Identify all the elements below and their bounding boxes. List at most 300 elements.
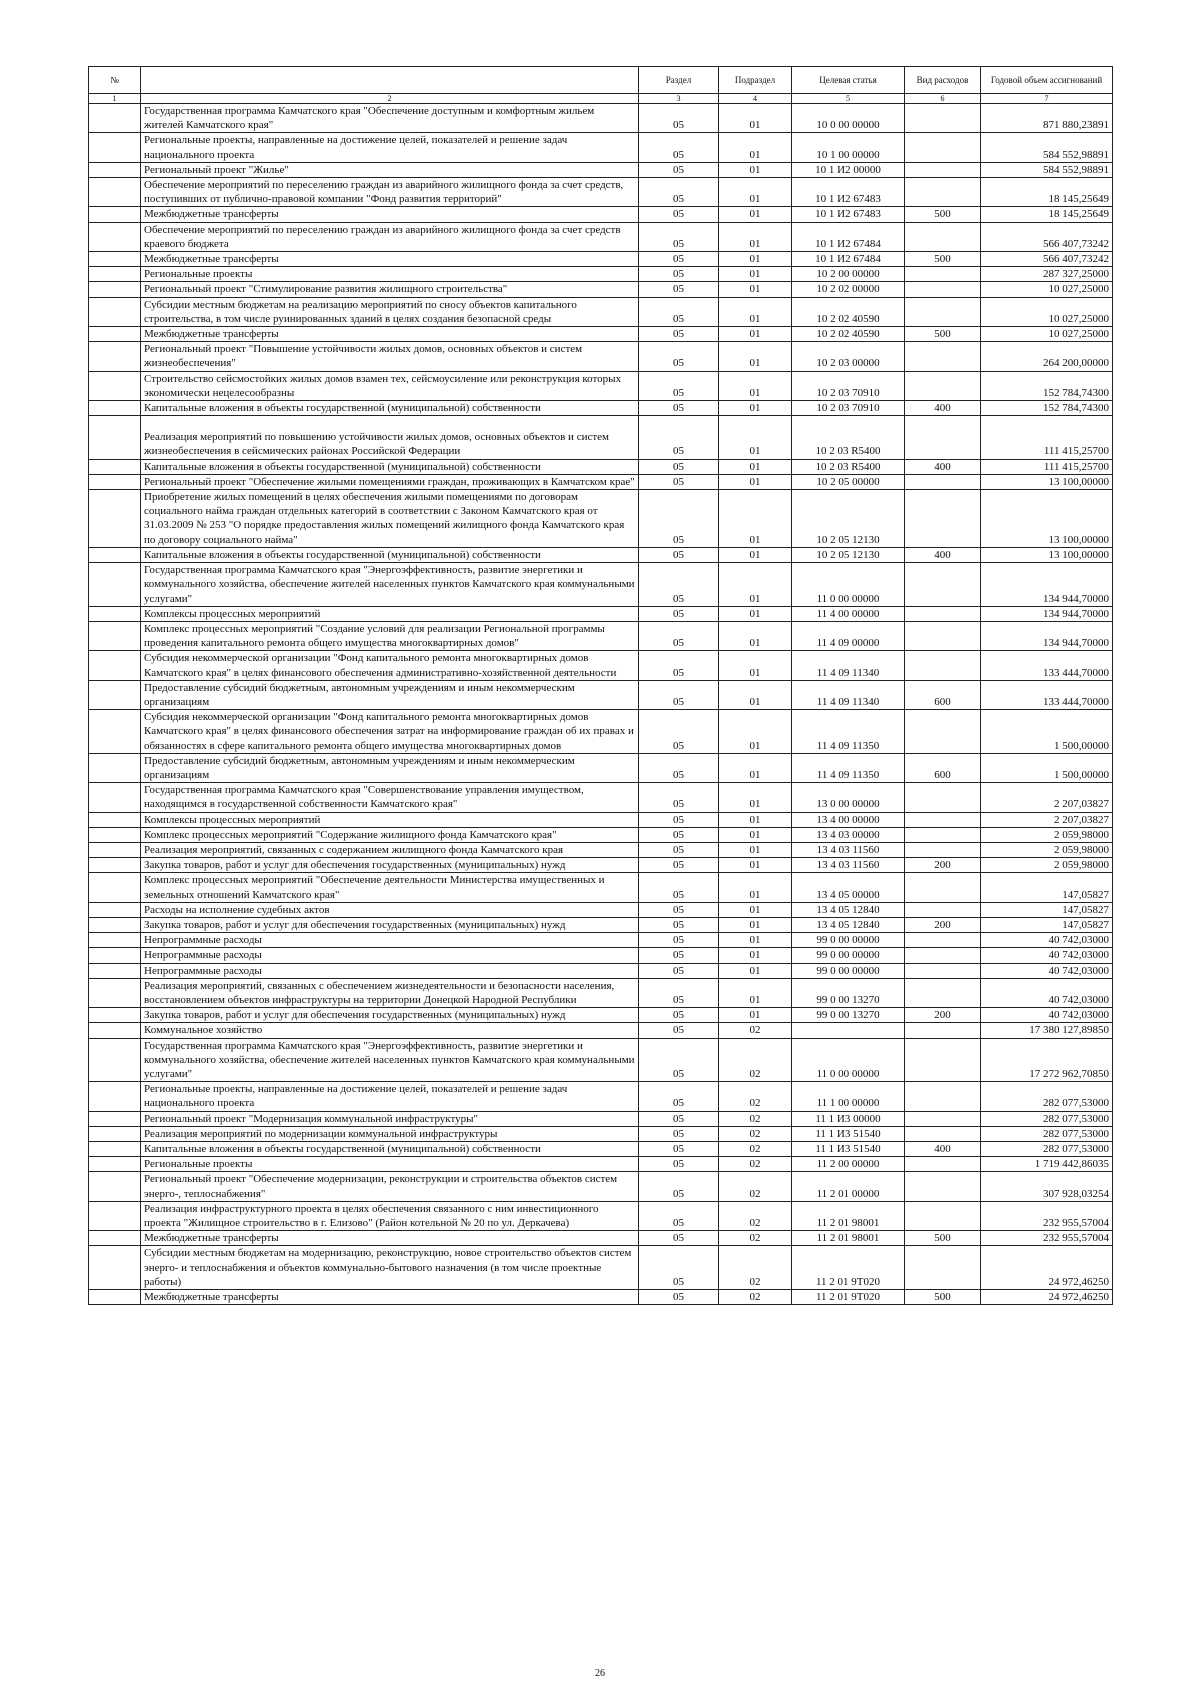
table-row [89, 1038, 1113, 1082]
cell-name: Региональный проект "Повышение устойчивости жилых домов, основных объектов и систем жизнеобеспечения" [141, 342, 639, 371]
cell-num [89, 162, 141, 177]
cell-razdel: 05 [639, 1157, 719, 1172]
cell-razdel: 05 [639, 474, 719, 489]
table-row [89, 1290, 1113, 1305]
cell-podrazdel: 02 [719, 1246, 792, 1290]
table-row [89, 327, 1113, 342]
cell-num [89, 104, 141, 133]
cell-summa: 152 784,74300 [981, 401, 1113, 416]
cell-celevaya: 13 4 03 11560 [792, 842, 905, 857]
table-row [89, 490, 1113, 548]
cell-num [89, 651, 141, 680]
cell-podrazdel: 01 [719, 858, 792, 873]
cell-razdel: 05 [639, 342, 719, 371]
cell-name: Межбюджетные трансферты [141, 207, 639, 222]
cell-num [89, 873, 141, 902]
cell-num [89, 547, 141, 562]
cell-celevaya: 13 4 05 12840 [792, 917, 905, 932]
table-row [89, 621, 1113, 650]
cell-name: Государственная программа Камчатского края "Совершенствование управления имуществом, находящимся в государственной собственности Камчатского края" [141, 783, 639, 812]
cell-vid: 400 [905, 459, 981, 474]
cell-summa: 1 719 442,86035 [981, 1157, 1113, 1172]
cell-num [89, 474, 141, 489]
cell-vid [905, 1126, 981, 1141]
cell-celevaya: 99 0 00 13270 [792, 1008, 905, 1023]
cell-summa: 566 407,73242 [981, 222, 1113, 251]
cell-razdel: 05 [639, 207, 719, 222]
cell-celevaya: 10 2 03 R5400 [792, 416, 905, 459]
cell-num [89, 297, 141, 326]
cell-vid [905, 812, 981, 827]
table-row [89, 783, 1113, 812]
table-row [89, 342, 1113, 371]
cell-name: Закупка товаров, работ и услуг для обеспечения государственных (муниципальных) нужд [141, 917, 639, 932]
cell-podrazdel: 01 [719, 621, 792, 650]
cell-celevaya: 10 1 И2 00000 [792, 162, 905, 177]
cell-vid [905, 133, 981, 162]
cell-name: Предоставление субсидий бюджетным, автономным учреждениям и иным некоммерческим организациям [141, 753, 639, 782]
cell-name: Обеспечение мероприятий по переселению граждан из аварийного жилищного фонда за счет средств, поступивших от публично-правовой компании "Фонд развития территорий" [141, 178, 639, 207]
cell-razdel: 05 [639, 1023, 719, 1038]
cell-podrazdel: 01 [719, 474, 792, 489]
cell-summa: 40 742,03000 [981, 963, 1113, 978]
cell-num [89, 948, 141, 963]
table-row [89, 710, 1113, 754]
cell-num [89, 680, 141, 709]
page-number: 26 [595, 1668, 605, 1679]
cell-razdel: 05 [639, 948, 719, 963]
cell-vid [905, 873, 981, 902]
cell-vid [905, 621, 981, 650]
cell-celevaya: 13 4 00 00000 [792, 812, 905, 827]
cell-celevaya: 11 4 09 11340 [792, 680, 905, 709]
cell-vid [905, 1111, 981, 1126]
cell-celevaya: 11 2 01 98001 [792, 1231, 905, 1246]
cell-celevaya: 11 2 01 00000 [792, 1172, 905, 1201]
header-razdel: Раздел [639, 67, 719, 94]
cell-podrazdel: 01 [719, 162, 792, 177]
cell-summa: 40 742,03000 [981, 948, 1113, 963]
table-row [89, 948, 1113, 963]
cell-podrazdel: 01 [719, 978, 792, 1007]
cell-name: Закупка товаров, работ и услуг для обеспечения государственных (муниципальных) нужд [141, 858, 639, 873]
cell-summa: 584 552,98891 [981, 133, 1113, 162]
cell-name: Региональный проект "Жилье" [141, 162, 639, 177]
table-row [89, 1231, 1113, 1246]
cell-vid [905, 1082, 981, 1111]
cell-name: Реализация мероприятий по модернизации коммунальной инфраструктуры [141, 1126, 639, 1141]
cell-razdel: 05 [639, 267, 719, 282]
cell-num [89, 753, 141, 782]
table-row [89, 282, 1113, 297]
table-row [89, 842, 1113, 857]
cell-summa: 24 972,46250 [981, 1246, 1113, 1290]
table-row [89, 902, 1113, 917]
cell-celevaya: 99 0 00 00000 [792, 963, 905, 978]
cell-podrazdel: 01 [719, 207, 792, 222]
table-row [89, 547, 1113, 562]
cell-razdel: 05 [639, 327, 719, 342]
cell-celevaya: 11 2 01 9Т020 [792, 1246, 905, 1290]
cell-vid [905, 1023, 981, 1038]
cell-num [89, 1157, 141, 1172]
table-row [89, 1008, 1113, 1023]
cell-summa: 17 272 962,70850 [981, 1038, 1113, 1082]
cell-summa: 24 972,46250 [981, 1290, 1113, 1305]
table-row [89, 827, 1113, 842]
table-row [89, 459, 1113, 474]
cell-num [89, 933, 141, 948]
cell-razdel: 05 [639, 1126, 719, 1141]
cell-summa: 18 145,25649 [981, 178, 1113, 207]
cell-summa: 40 742,03000 [981, 933, 1113, 948]
cell-name: Комплексы процессных мероприятий [141, 606, 639, 621]
cell-name: Расходы на исполнение судебных актов [141, 902, 639, 917]
cell-summa: 133 444,70000 [981, 680, 1113, 709]
cell-celevaya: 11 1 И3 51540 [792, 1142, 905, 1157]
cell-vid [905, 490, 981, 548]
budget-table [88, 66, 1113, 1305]
table-row [89, 416, 1113, 459]
cell-razdel: 05 [639, 1246, 719, 1290]
cell-podrazdel: 02 [719, 1023, 792, 1038]
cell-podrazdel: 02 [719, 1038, 792, 1082]
cell-celevaya: 10 2 02 40590 [792, 327, 905, 342]
cell-num [89, 783, 141, 812]
cell-vid [905, 1038, 981, 1082]
cell-razdel: 05 [639, 783, 719, 812]
cell-podrazdel: 01 [719, 873, 792, 902]
cell-vid [905, 282, 981, 297]
cell-vid [905, 827, 981, 842]
table-row [89, 297, 1113, 326]
cell-celevaya: 11 2 01 9Т020 [792, 1290, 905, 1305]
cell-name: Региональный проект "Обеспечение жилыми помещениями граждан, проживающих в Камчатском крае" [141, 474, 639, 489]
table-row [89, 474, 1113, 489]
cell-summa: 13 100,00000 [981, 474, 1113, 489]
cell-vid: 500 [905, 252, 981, 267]
cell-num [89, 178, 141, 207]
cell-celevaya: 11 4 09 11340 [792, 651, 905, 680]
cell-num [89, 917, 141, 932]
cell-podrazdel: 01 [719, 459, 792, 474]
cell-summa: 18 145,25649 [981, 207, 1113, 222]
cell-num [89, 812, 141, 827]
cell-podrazdel: 01 [719, 252, 792, 267]
cell-vid [905, 1172, 981, 1201]
cell-num [89, 1126, 141, 1141]
cell-razdel: 05 [639, 178, 719, 207]
cell-podrazdel: 01 [719, 342, 792, 371]
cell-num [89, 902, 141, 917]
cell-celevaya: 11 1 И3 51540 [792, 1126, 905, 1141]
cell-summa: 17 380 127,89850 [981, 1023, 1113, 1038]
cell-summa: 13 100,00000 [981, 490, 1113, 548]
cell-name: Межбюджетные трансферты [141, 252, 639, 267]
cell-name: Государственная программа Камчатского края "Обеспечение доступным и комфортным жильем жителей Камчатского края" [141, 104, 639, 133]
cell-celevaya: 99 0 00 00000 [792, 933, 905, 948]
cell-name: Региональные проекты [141, 1157, 639, 1172]
cell-celevaya: 13 4 05 12840 [792, 902, 905, 917]
column-number: 1 [89, 94, 141, 104]
cell-name: Субсидия некоммерческой организации "Фонд капитального ремонта многоквартирных домов Камчатского края" в целях финансового обеспечения административно-хозяйственной деятельности [141, 651, 639, 680]
cell-num [89, 563, 141, 607]
cell-summa: 566 407,73242 [981, 252, 1113, 267]
cell-vid [905, 651, 981, 680]
cell-vid [905, 933, 981, 948]
cell-summa: 147,05827 [981, 873, 1113, 902]
cell-name: Капитальные вложения в объекты государственной (муниципальной) собственности [141, 1142, 639, 1157]
table-row [89, 858, 1113, 873]
cell-num [89, 490, 141, 548]
cell-num [89, 858, 141, 873]
cell-podrazdel: 02 [719, 1126, 792, 1141]
cell-podrazdel: 01 [719, 812, 792, 827]
cell-vid [905, 902, 981, 917]
cell-podrazdel: 01 [719, 753, 792, 782]
cell-celevaya: 13 4 03 11560 [792, 858, 905, 873]
table-row [89, 978, 1113, 1007]
cell-razdel: 05 [639, 827, 719, 842]
cell-num [89, 459, 141, 474]
column-number: 7 [981, 94, 1113, 104]
cell-vid [905, 783, 981, 812]
cell-summa: 40 742,03000 [981, 978, 1113, 1007]
header-podrazdel: Подраздел [719, 67, 792, 94]
cell-summa: 2 059,98000 [981, 827, 1113, 842]
cell-vid [905, 606, 981, 621]
cell-summa: 13 100,00000 [981, 547, 1113, 562]
cell-name: Региональный проект "Стимулирование развития жилищного строительства" [141, 282, 639, 297]
cell-num [89, 1201, 141, 1230]
cell-num [89, 207, 141, 222]
table-row [89, 606, 1113, 621]
cell-celevaya: 99 0 00 13270 [792, 978, 905, 1007]
cell-num [89, 327, 141, 342]
cell-name: Непрограммные расходы [141, 933, 639, 948]
cell-celevaya: 10 1 И2 67483 [792, 207, 905, 222]
cell-vid [905, 842, 981, 857]
cell-vid [905, 1201, 981, 1230]
cell-name: Реализация мероприятий, связанных с содержанием жилищного фонда Камчатского края [141, 842, 639, 857]
cell-celevaya: 10 2 03 00000 [792, 342, 905, 371]
cell-razdel: 05 [639, 563, 719, 607]
cell-razdel: 05 [639, 252, 719, 267]
cell-razdel: 05 [639, 858, 719, 873]
cell-celevaya: 99 0 00 00000 [792, 948, 905, 963]
cell-podrazdel: 01 [719, 490, 792, 548]
cell-podrazdel: 01 [719, 710, 792, 754]
cell-razdel: 05 [639, 917, 719, 932]
cell-summa: 282 077,53000 [981, 1082, 1113, 1111]
cell-razdel: 05 [639, 1008, 719, 1023]
cell-vid: 400 [905, 1142, 981, 1157]
cell-podrazdel: 02 [719, 1290, 792, 1305]
header-celevaya: Целевая статья [792, 67, 905, 94]
cell-podrazdel: 01 [719, 917, 792, 932]
table-row [89, 1172, 1113, 1201]
cell-razdel: 05 [639, 1201, 719, 1230]
cell-celevaya: 11 2 01 98001 [792, 1201, 905, 1230]
cell-celevaya: 11 1 00 00000 [792, 1082, 905, 1111]
cell-num [89, 978, 141, 1007]
table-row [89, 133, 1113, 162]
table-row [89, 651, 1113, 680]
cell-razdel: 05 [639, 1172, 719, 1201]
budget-sheet [88, 66, 1112, 1305]
cell-razdel: 05 [639, 680, 719, 709]
cell-podrazdel: 01 [719, 651, 792, 680]
cell-razdel: 05 [639, 1082, 719, 1111]
table-row [89, 963, 1113, 978]
cell-summa: 134 944,70000 [981, 563, 1113, 607]
cell-vid: 400 [905, 401, 981, 416]
table-body [89, 104, 1113, 1305]
table-row [89, 917, 1113, 932]
cell-summa: 152 784,74300 [981, 371, 1113, 400]
cell-name: Реализация мероприятий, связанных с обеспечением жизнедеятельности и безопасности населения, восстановлением объектов инфраструктуры на территории Донецкой Народной Республики [141, 978, 639, 1007]
cell-podrazdel: 01 [719, 563, 792, 607]
cell-name: Региональный проект "Модернизация коммунальной инфраструктуры" [141, 1111, 639, 1126]
cell-razdel: 05 [639, 371, 719, 400]
cell-num [89, 1008, 141, 1023]
cell-vid [905, 104, 981, 133]
table-row [89, 222, 1113, 251]
cell-celevaya: 11 0 00 00000 [792, 563, 905, 607]
cell-razdel: 05 [639, 873, 719, 902]
cell-podrazdel: 01 [719, 371, 792, 400]
cell-num [89, 1023, 141, 1038]
cell-num [89, 133, 141, 162]
cell-name: Государственная программа Камчатского края "Энергоэффективность, развитие энергетики и коммунального хозяйства, обеспечение жителей населенных пунктов Камчатского края коммунальными услугами" [141, 1038, 639, 1082]
cell-vid [905, 1246, 981, 1290]
table-row [89, 1157, 1113, 1172]
cell-razdel: 05 [639, 963, 719, 978]
column-number: 3 [639, 94, 719, 104]
cell-vid [905, 371, 981, 400]
cell-celevaya: 10 1 И2 67484 [792, 222, 905, 251]
cell-celevaya: 11 4 00 00000 [792, 606, 905, 621]
cell-summa: 10 027,25000 [981, 327, 1113, 342]
cell-vid: 500 [905, 327, 981, 342]
cell-name: Непрограммные расходы [141, 963, 639, 978]
cell-podrazdel: 01 [719, 416, 792, 459]
table-row [89, 680, 1113, 709]
cell-podrazdel: 01 [719, 842, 792, 857]
cell-razdel: 05 [639, 1111, 719, 1126]
cell-razdel: 05 [639, 222, 719, 251]
cell-vid [905, 978, 981, 1007]
cell-podrazdel: 01 [719, 327, 792, 342]
cell-num [89, 416, 141, 459]
cell-celevaya: 13 4 05 00000 [792, 873, 905, 902]
cell-summa: 871 880,23891 [981, 104, 1113, 133]
cell-name: Обеспечение мероприятий по переселению граждан из аварийного жилищного фонда за счет средств краевого бюджета [141, 222, 639, 251]
cell-summa: 134 944,70000 [981, 606, 1113, 621]
cell-podrazdel: 01 [719, 547, 792, 562]
cell-razdel: 05 [639, 978, 719, 1007]
cell-celevaya: 13 0 00 00000 [792, 783, 905, 812]
header-vid: Вид расходов [905, 67, 981, 94]
cell-summa: 2 059,98000 [981, 842, 1113, 857]
cell-celevaya: 10 2 02 40590 [792, 297, 905, 326]
cell-podrazdel: 01 [719, 606, 792, 621]
cell-celevaya: 10 1 И2 67483 [792, 178, 905, 207]
cell-vid: 500 [905, 207, 981, 222]
cell-celevaya: 11 2 00 00000 [792, 1157, 905, 1172]
cell-num [89, 371, 141, 400]
cell-summa: 307 928,03254 [981, 1172, 1113, 1201]
table-row [89, 1082, 1113, 1111]
cell-name: Комплекс процессных мероприятий "Создание условий для реализации Региональной программы проведения капитального ремонта общего имущества многоквартирных домов" [141, 621, 639, 650]
table-row [89, 753, 1113, 782]
cell-razdel: 05 [639, 104, 719, 133]
cell-name: Межбюджетные трансферты [141, 1290, 639, 1305]
cell-podrazdel: 02 [719, 1201, 792, 1230]
cell-summa: 282 077,53000 [981, 1111, 1113, 1126]
cell-num [89, 282, 141, 297]
cell-podrazdel: 02 [719, 1142, 792, 1157]
cell-razdel: 05 [639, 297, 719, 326]
cell-name: Субсидия некоммерческой организации "Фонд капитального ремонта многоквартирных домов Камчатского края" в целях финансового обеспечения затрат на информирование граждан об их правах и обязанностях в сфере капитального ремонта общего имущества многоквартирных домов [141, 710, 639, 754]
cell-razdel: 05 [639, 753, 719, 782]
table-row [89, 1111, 1113, 1126]
cell-vid [905, 948, 981, 963]
cell-celevaya: 10 2 03 70910 [792, 401, 905, 416]
cell-summa: 10 027,25000 [981, 282, 1113, 297]
cell-podrazdel: 01 [719, 297, 792, 326]
cell-name: Капитальные вложения в объекты государственной (муниципальной) собственности [141, 459, 639, 474]
cell-name: Региональные проекты, направленные на достижение целей, показателей и решение задач национального проекта [141, 1082, 639, 1111]
cell-razdel: 05 [639, 812, 719, 827]
column-number: 6 [905, 94, 981, 104]
table-row [89, 873, 1113, 902]
cell-celevaya: 10 2 05 12130 [792, 547, 905, 562]
cell-num [89, 606, 141, 621]
cell-razdel: 05 [639, 710, 719, 754]
cell-celevaya: 11 4 09 00000 [792, 621, 905, 650]
table-row [89, 1246, 1113, 1290]
cell-vid [905, 563, 981, 607]
cell-vid: 400 [905, 547, 981, 562]
cell-summa: 133 444,70000 [981, 651, 1113, 680]
cell-num [89, 342, 141, 371]
cell-celevaya: 10 2 05 00000 [792, 474, 905, 489]
cell-summa: 40 742,03000 [981, 1008, 1113, 1023]
cell-razdel: 05 [639, 606, 719, 621]
cell-celevaya: 10 2 00 00000 [792, 267, 905, 282]
cell-name: Межбюджетные трансферты [141, 1231, 639, 1246]
cell-vid: 600 [905, 680, 981, 709]
cell-razdel: 05 [639, 1142, 719, 1157]
cell-razdel: 05 [639, 490, 719, 548]
cell-name: Субсидии местным бюджетам на модернизацию, реконструкцию, новое строительство объектов систем энерго- и теплоснабжения и объектов коммунально-бытового назначения (в том числе проектные работы) [141, 1246, 639, 1290]
cell-celevaya: 10 1 00 00000 [792, 133, 905, 162]
cell-name: Реализация мероприятий по повышению устойчивости жилых домов, основных объектов и систем жизнеобеспечения в сейсмических районах Российской Федерации [141, 416, 639, 459]
cell-vid [905, 342, 981, 371]
cell-num [89, 827, 141, 842]
cell-celevaya: 11 4 09 11350 [792, 753, 905, 782]
cell-num [89, 710, 141, 754]
cell-vid: 200 [905, 1008, 981, 1023]
table-row [89, 1142, 1113, 1157]
cell-summa: 2 059,98000 [981, 858, 1113, 873]
table-row [89, 1126, 1113, 1141]
cell-summa: 134 944,70000 [981, 621, 1113, 650]
cell-name: Коммунальное хозяйство [141, 1023, 639, 1038]
cell-podrazdel: 01 [719, 783, 792, 812]
table-row [89, 1023, 1113, 1038]
